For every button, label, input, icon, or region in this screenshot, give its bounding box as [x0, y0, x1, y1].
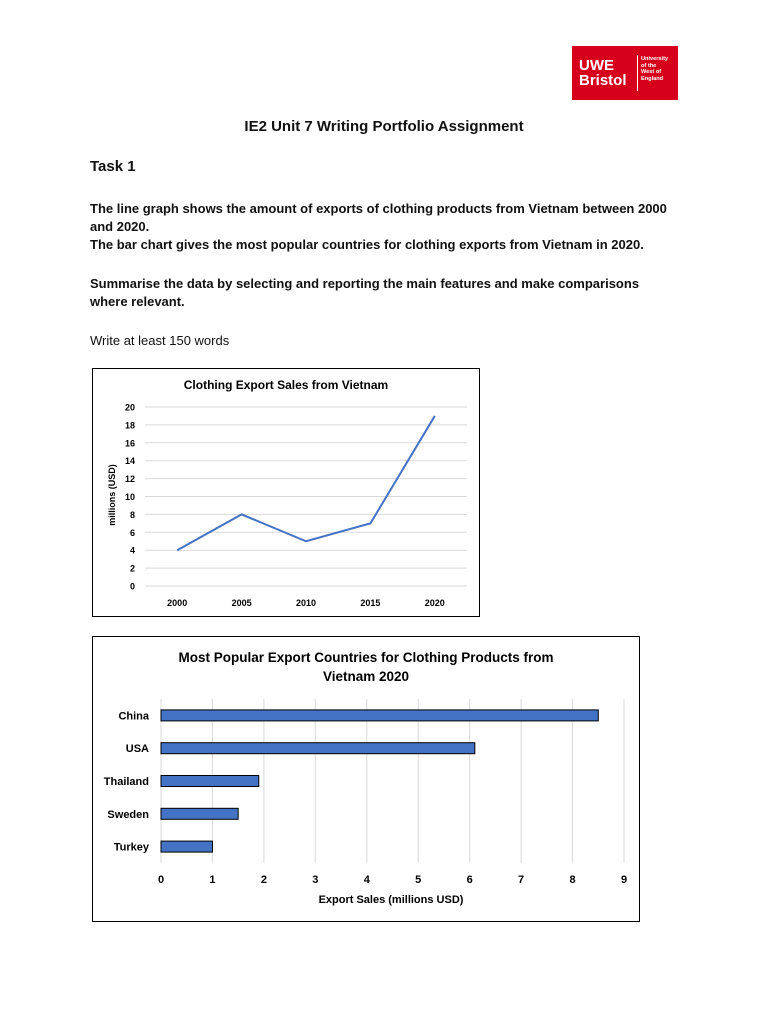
paragraph-line-graph-description: [90, 200, 690, 236]
x-tick-label: 7: [518, 874, 525, 886]
y-tick-label: 2: [129, 563, 135, 574]
x-tick-label: 9: [620, 874, 628, 886]
line-chart: [93, 369, 479, 616]
paragraph-line: and 2020.: [90, 219, 150, 234]
paragraph-line: The line graph shows the amount of exports of clothing products from Vietnam between 2000: [90, 201, 667, 216]
bar: [161, 743, 475, 754]
logo-subtitle-line: University: [641, 56, 669, 62]
logo-line2: Bristol: [579, 72, 627, 89]
bar-chart-frame: [92, 636, 640, 922]
line-chart-ylabel: millions (USD): [107, 464, 117, 526]
paragraph-instructions: [90, 275, 690, 311]
y-tick-label: 10: [124, 492, 135, 502]
bar-chart-xlabel: Export Sales (millions USD): [318, 894, 464, 906]
y-tick-label: 0: [129, 581, 135, 592]
category-label: USA: [125, 743, 149, 756]
bar-chart-title-line: Vietnam 2020: [322, 669, 410, 684]
y-tick-label: 6: [129, 527, 135, 538]
paragraph-line: Summarise the data by selecting and reporting the main features and make comparisons: [90, 276, 640, 291]
y-tick-label: 14: [124, 456, 135, 467]
x-tick-label: 2000: [167, 598, 188, 608]
x-tick-label: 2010: [295, 598, 317, 608]
bar-chart-title-line: Most Popular Export Countries for Clothing Products from: [178, 650, 554, 665]
x-tick-label: 8: [569, 874, 576, 886]
x-tick-label: 0: [157, 874, 165, 886]
logo-subtitle-line: of the: [641, 62, 657, 69]
logo-subtitle-line: England: [641, 75, 664, 82]
paragraph-line: where relevant.: [90, 294, 185, 309]
logo-subtitle: [641, 56, 677, 82]
x-tick-label: 4: [363, 874, 370, 886]
x-tick-label: 6: [466, 874, 473, 886]
line-chart-frame: [92, 368, 480, 617]
bar: [161, 710, 598, 721]
y-tick-label: 16: [124, 438, 135, 449]
uwe-bristol-logo: [572, 46, 678, 100]
bar-chart: [93, 637, 639, 921]
bar: [161, 776, 259, 787]
logo-line1: UWE: [579, 57, 614, 74]
x-tick-label: 2015: [360, 598, 381, 608]
y-tick-label: 18: [124, 420, 135, 431]
y-tick-label: 12: [124, 474, 135, 485]
category-label: China: [118, 710, 149, 723]
y-tick-label: 4: [129, 545, 135, 556]
category-label: Thailand: [103, 776, 149, 788]
line-chart-title: Clothing Export Sales from Vietnam: [183, 378, 389, 392]
x-tick-label: 5: [415, 874, 422, 886]
bar: [161, 808, 238, 819]
logo-divider: [637, 55, 638, 91]
x-tick-label: 2020: [424, 598, 445, 608]
y-tick-label: 8: [129, 509, 135, 520]
page-title: IE2 Unit 7 Writing Portfolio Assignment: [244, 118, 524, 135]
x-tick-label: 3: [312, 874, 319, 886]
paragraph-word-count: Write at least 150 words: [90, 333, 230, 348]
x-tick-label: 2: [260, 874, 267, 886]
y-tick-label: 20: [124, 402, 135, 413]
bar: [161, 841, 212, 852]
category-label: Turkey: [113, 841, 149, 854]
logo-subtitle-line: West of: [641, 69, 662, 76]
category-label: Sweden: [107, 808, 149, 821]
line-series: [177, 416, 435, 550]
paragraph-bar-chart-description: The bar chart gives the most popular countries for clothing exports from Vietnam in 2020.: [90, 237, 644, 252]
x-tick-label: 2005: [231, 598, 252, 608]
task-heading: Task 1: [90, 158, 136, 175]
x-tick-label: 1: [209, 874, 216, 886]
